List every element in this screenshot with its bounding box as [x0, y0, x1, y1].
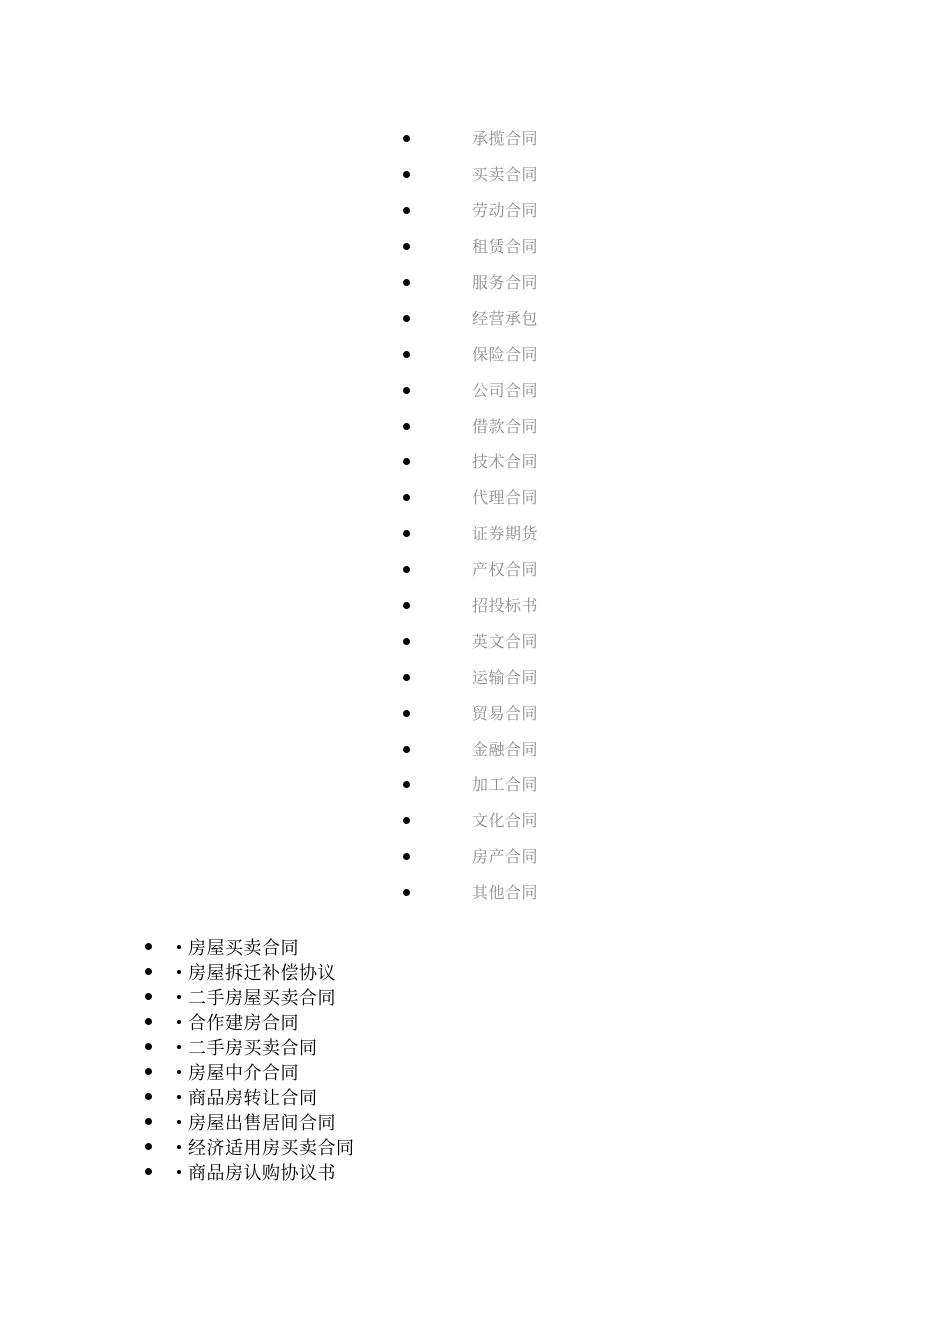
bullet-icon	[403, 207, 410, 214]
bullet-icon	[145, 943, 152, 950]
category-link[interactable]: 借款合同	[472, 416, 539, 436]
bullet-icon	[145, 1043, 152, 1050]
category-link[interactable]: 代理合同	[472, 488, 539, 508]
bullet-icon	[403, 817, 410, 824]
category-link[interactable]: 其他合同	[472, 883, 539, 903]
category-link[interactable]: 文化合同	[472, 811, 539, 831]
category-link[interactable]: 运输合同	[472, 667, 539, 687]
dot-icon	[177, 1045, 181, 1049]
bullet-icon	[403, 423, 410, 430]
related-item	[140, 1009, 355, 1034]
dot-icon	[177, 1070, 181, 1074]
bullet-icon	[403, 243, 410, 250]
dot-icon	[177, 1170, 181, 1174]
related-link[interactable]: 房屋买卖合同	[188, 937, 299, 959]
bullet-icon	[403, 171, 410, 178]
related-item	[140, 984, 355, 1009]
category-item	[392, 192, 538, 228]
category-item	[392, 658, 538, 694]
category-item	[392, 838, 538, 874]
related-link[interactable]: 合作建房合同	[188, 1012, 299, 1034]
related-item	[140, 1034, 355, 1059]
related-link[interactable]: 商品房转让合同	[188, 1087, 318, 1109]
category-link[interactable]: 公司合同	[472, 380, 539, 400]
category-item	[392, 228, 538, 264]
related-link[interactable]: 经济适用房买卖合同	[188, 1137, 355, 1159]
bullet-icon	[145, 1018, 152, 1025]
category-item	[392, 802, 538, 838]
bullet-icon	[145, 993, 152, 1000]
bullet-icon	[403, 638, 410, 645]
bullet-icon	[145, 968, 152, 975]
category-link[interactable]: 证券期货	[472, 524, 539, 544]
bullet-icon	[403, 279, 410, 286]
category-item	[392, 694, 538, 730]
bullet-icon	[145, 1093, 152, 1100]
category-link[interactable]: 劳动合同	[472, 201, 539, 221]
bullet-icon	[145, 1118, 152, 1125]
related-item	[140, 934, 355, 959]
category-item	[392, 156, 538, 192]
bullet-icon	[403, 710, 410, 717]
dot-icon	[177, 970, 181, 974]
bullet-icon	[403, 135, 410, 142]
category-link[interactable]: 贸易合同	[472, 703, 539, 723]
related-link[interactable]: 房屋拆迁补偿协议	[188, 962, 336, 984]
category-link[interactable]: 保险合同	[472, 344, 539, 364]
bullet-icon	[403, 566, 410, 573]
category-link[interactable]: 产权合同	[472, 560, 539, 580]
related-link[interactable]: 房屋出售居间合同	[188, 1112, 336, 1134]
category-item	[392, 120, 538, 156]
bullet-icon	[403, 781, 410, 788]
category-link[interactable]: 承揽合同	[472, 129, 539, 149]
category-link[interactable]: 租赁合同	[472, 237, 539, 257]
related-item	[140, 1159, 355, 1184]
category-link[interactable]: 英文合同	[472, 631, 539, 651]
bullet-icon	[403, 494, 410, 501]
category-item	[392, 371, 538, 407]
dot-icon	[177, 1095, 181, 1099]
category-item	[392, 479, 538, 515]
category-item	[392, 730, 538, 766]
category-item	[392, 551, 538, 587]
related-link[interactable]: 二手房屋买卖合同	[188, 987, 336, 1009]
bullet-icon	[403, 387, 410, 394]
bullet-icon	[403, 889, 410, 896]
bullet-icon	[403, 674, 410, 681]
bullet-icon	[403, 351, 410, 358]
bullet-icon	[403, 853, 410, 860]
bullet-icon	[403, 530, 410, 537]
category-link[interactable]: 招投标书	[472, 596, 539, 616]
dot-icon	[177, 1020, 181, 1024]
category-item	[392, 443, 538, 479]
related-item	[140, 1109, 355, 1134]
bullet-icon	[403, 315, 410, 322]
category-item	[392, 515, 538, 551]
category-item	[392, 587, 538, 623]
dot-icon	[177, 1120, 181, 1124]
category-link[interactable]: 房产合同	[472, 847, 539, 867]
category-link[interactable]: 技术合同	[472, 452, 539, 472]
bullet-icon	[145, 1168, 152, 1175]
related-link[interactable]: 二手房买卖合同	[188, 1037, 318, 1059]
category-item	[392, 335, 538, 371]
dot-icon	[177, 995, 181, 999]
bullet-icon	[403, 746, 410, 753]
related-link[interactable]: 房屋中介合同	[188, 1062, 299, 1084]
category-item	[392, 264, 538, 300]
related-link[interactable]: 商品房认购协议书	[188, 1162, 336, 1184]
related-item	[140, 959, 355, 984]
category-link[interactable]: 加工合同	[472, 775, 539, 795]
related-contract-list	[140, 934, 355, 1184]
bullet-icon	[145, 1143, 152, 1150]
category-item	[392, 874, 538, 910]
related-item	[140, 1134, 355, 1159]
dot-icon	[177, 1145, 181, 1149]
category-link[interactable]: 服务合同	[472, 273, 539, 292]
bullet-icon	[403, 602, 410, 609]
category-link[interactable]: 经营承包	[472, 308, 539, 328]
category-item	[392, 622, 538, 658]
bullet-icon	[145, 1068, 152, 1075]
contract-category-list	[392, 120, 538, 910]
dot-icon	[177, 945, 181, 949]
category-item	[392, 407, 538, 443]
category-item	[392, 766, 538, 802]
related-item	[140, 1084, 355, 1109]
category-item	[392, 299, 538, 335]
category-link[interactable]: 金融合同	[472, 739, 539, 759]
bullet-icon	[403, 458, 410, 465]
related-item	[140, 1059, 355, 1084]
category-link[interactable]: 买卖合同	[472, 165, 539, 185]
